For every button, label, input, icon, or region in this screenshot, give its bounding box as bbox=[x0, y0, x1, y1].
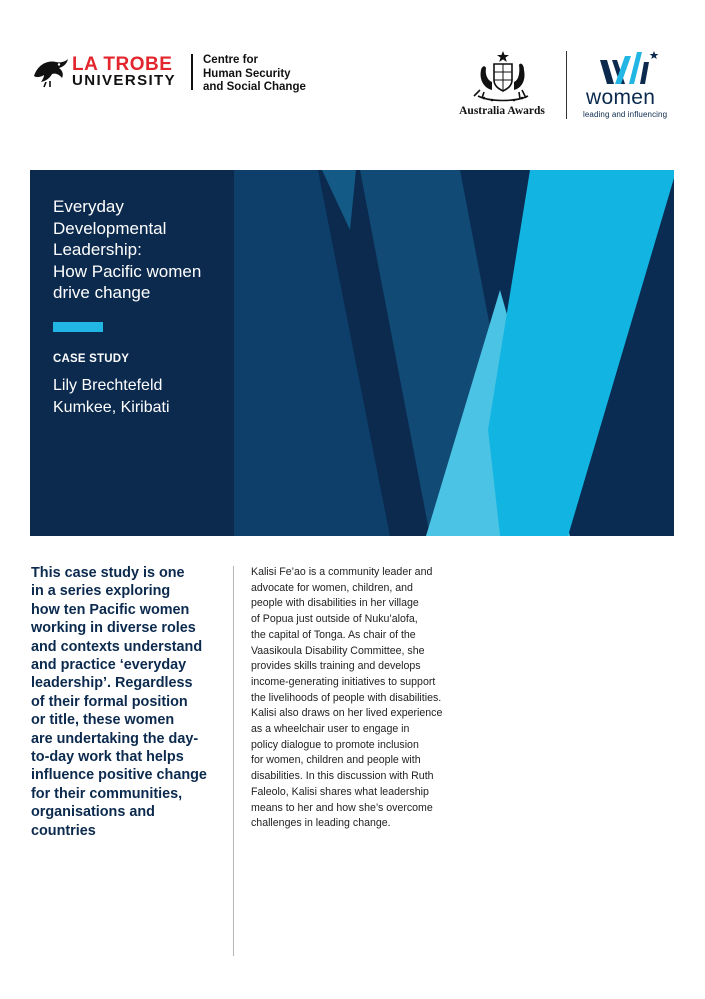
person-line: Lily Brechtefeld bbox=[53, 377, 163, 394]
body-line: Kalisi also draws on her lived experience bbox=[251, 707, 443, 720]
body-line: disabilities. In this discussion with Ruth bbox=[251, 770, 434, 783]
latrobe-name: LA TROBE bbox=[72, 54, 173, 75]
wli-logo bbox=[595, 48, 665, 90]
body-line: of Popua just outside of Nuku’alofa, bbox=[251, 613, 418, 626]
logo-divider bbox=[566, 51, 567, 119]
intro-line: or title, these women bbox=[31, 712, 175, 729]
intro-line: are undertaking the day- bbox=[31, 730, 199, 747]
banner-title bbox=[53, 196, 253, 304]
body-line: Vaasikoula Disability Committee, she bbox=[251, 644, 425, 657]
body-line: provides skills training and develops bbox=[251, 660, 421, 673]
title-line: drive change bbox=[53, 283, 151, 302]
body-line: means to her and how she’s overcome bbox=[251, 801, 433, 814]
body-line: challenges in leading change. bbox=[251, 817, 391, 830]
intro-line: of their formal position bbox=[31, 693, 188, 710]
title-line: Leadership: bbox=[53, 240, 142, 259]
centre-line: Human Security bbox=[203, 67, 291, 80]
intro-line: in a series exploring bbox=[31, 583, 171, 600]
australia-awards-crest-icon bbox=[470, 50, 536, 104]
logo-divider bbox=[191, 54, 193, 90]
centre-line: and Social Change bbox=[203, 81, 306, 93]
centre-name bbox=[203, 54, 333, 95]
intro-line: working in diverse roles bbox=[31, 620, 196, 637]
intro-line: organisations and bbox=[31, 804, 155, 821]
body-line: income-generating initiatives to support bbox=[251, 675, 436, 688]
wli-mark-icon bbox=[595, 48, 665, 90]
body-line: policy dialogue to promote inclusion bbox=[251, 738, 419, 751]
hero-banner bbox=[30, 170, 674, 536]
intro-text bbox=[31, 564, 223, 840]
body-line: Kalisi Fe’ao is a community leader and bbox=[251, 566, 433, 578]
title-line: Developmental bbox=[53, 218, 167, 238]
accent-bar bbox=[53, 322, 103, 332]
body-line: the livelihoods of people with disabilities. bbox=[251, 691, 442, 704]
person-line: Kumkee, Kiribati bbox=[53, 399, 170, 416]
australia-awards-label: Australia Awards bbox=[459, 105, 545, 117]
title-line: How Pacific women bbox=[53, 261, 202, 281]
intro-line: for their communities, bbox=[31, 785, 183, 802]
intro-line: and contexts understand bbox=[31, 638, 203, 655]
latrobe-wordmark bbox=[72, 56, 176, 88]
column-divider bbox=[233, 566, 234, 956]
intro-line: This case study is one bbox=[31, 565, 185, 581]
intro-line: to-day work that helps bbox=[31, 749, 184, 766]
wli-tagline: leading and influencing bbox=[583, 110, 668, 119]
body-line: advocate for women, children, and bbox=[251, 581, 413, 594]
body-line: the capital of Tonga. As chair of the bbox=[251, 628, 416, 641]
centre-line: Centre for bbox=[203, 54, 258, 66]
wli-word: women bbox=[586, 86, 656, 109]
intro-line: and practice ‘everyday bbox=[31, 657, 187, 674]
body-text bbox=[251, 565, 466, 832]
latrobe-logo bbox=[32, 56, 70, 88]
body-line: people with disabilities in her village bbox=[251, 597, 419, 610]
eagle-icon bbox=[32, 56, 70, 88]
body-line: as a wheelchair user to engage in bbox=[251, 723, 410, 736]
person-name bbox=[53, 375, 170, 419]
intro-line: influence positive change bbox=[31, 767, 207, 784]
title-line: Everyday bbox=[53, 197, 124, 216]
intro-line: countries bbox=[31, 822, 96, 839]
body-line: Faleolo, Kalisi shares what leadership bbox=[251, 785, 429, 798]
case-study-label: CASE STUDY bbox=[53, 353, 130, 365]
latrobe-sub: UNIVERSITY bbox=[72, 72, 177, 89]
body-line: for women, children and people with bbox=[251, 754, 421, 767]
intro-line: leadership’. Regardless bbox=[31, 675, 193, 692]
intro-line: how ten Pacific women bbox=[31, 601, 190, 618]
